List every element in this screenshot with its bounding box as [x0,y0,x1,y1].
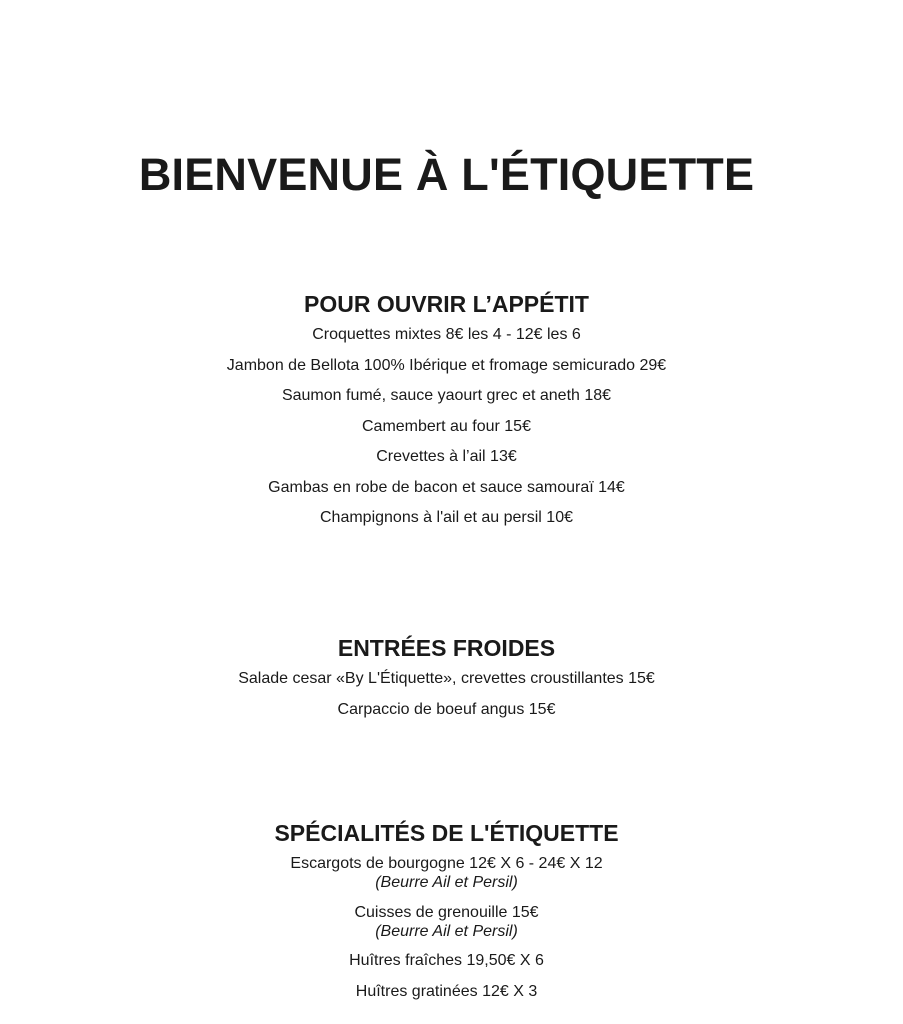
menu-item [0,417,893,437]
menu-item [0,669,893,689]
menu-item-text: Huîtres gratinées 12€ X 3 [355,982,538,1000]
menu-item [0,356,893,376]
menu-item-text: Camembert au four 15€ [362,417,531,435]
menu-item-text: Champignons à l'ail et au persil 10€ [320,509,573,526]
menu-item [0,700,893,720]
menu-item [0,951,893,971]
menu-item-text: Cuisses de grenouille 15€ [354,903,539,921]
menu-item-text: Croquettes mixtes 8€ les 4 - 12€ les 6 [312,326,581,343]
menu-item-text: Carpaccio de boeuf angus 15€ [337,700,556,718]
section-entrees-froides [0,633,893,730]
menu-item-text: Saumon fumé, sauce yaourt grec et aneth 18€ [281,387,612,404]
section-specialites [0,818,893,1012]
menu-item-text: Escargots de bourgogne 12€ X 6 - 24€ X 12 [290,855,603,872]
section-title: SPÉCIALITÉS DE L'ÉTIQUETTE [274,820,619,846]
section-title: POUR OUVRIR L’APPÉTIT [304,291,589,317]
menu-item [0,854,893,892]
menu-item-text: Crevettes à l’ail 13€ [376,448,517,465]
menu-item [0,325,893,345]
section-title: ENTRÉES FROIDES [337,635,556,661]
section-pour-ouvrir-appetit [0,289,893,539]
menu-item [0,982,893,1002]
menu-item [0,478,893,498]
menu-item [0,508,893,528]
menu-item-text: Gambas en robe de bacon et sauce samouraï 14€ [268,478,625,496]
menu-item-text: Salade cesar «By L'Étiquette», crevettes croustillantes 15€ [238,670,655,687]
menu-item [0,447,893,467]
menu-item [0,903,893,941]
menu-item [0,386,893,406]
menu-item-note: (Beurre Ail et Persil) [375,874,518,891]
menu-item-text: Huîtres fraîches 19,50€ X 6 [349,952,544,969]
menu-item-text: Jambon de Bellota 100% Ibérique et fromage semicurado 29€ [226,356,667,374]
page-title: BIENVENUE À L'ÉTIQUETTE [138,149,755,200]
menu-item-note: (Beurre Ail et Persil) [375,922,518,940]
